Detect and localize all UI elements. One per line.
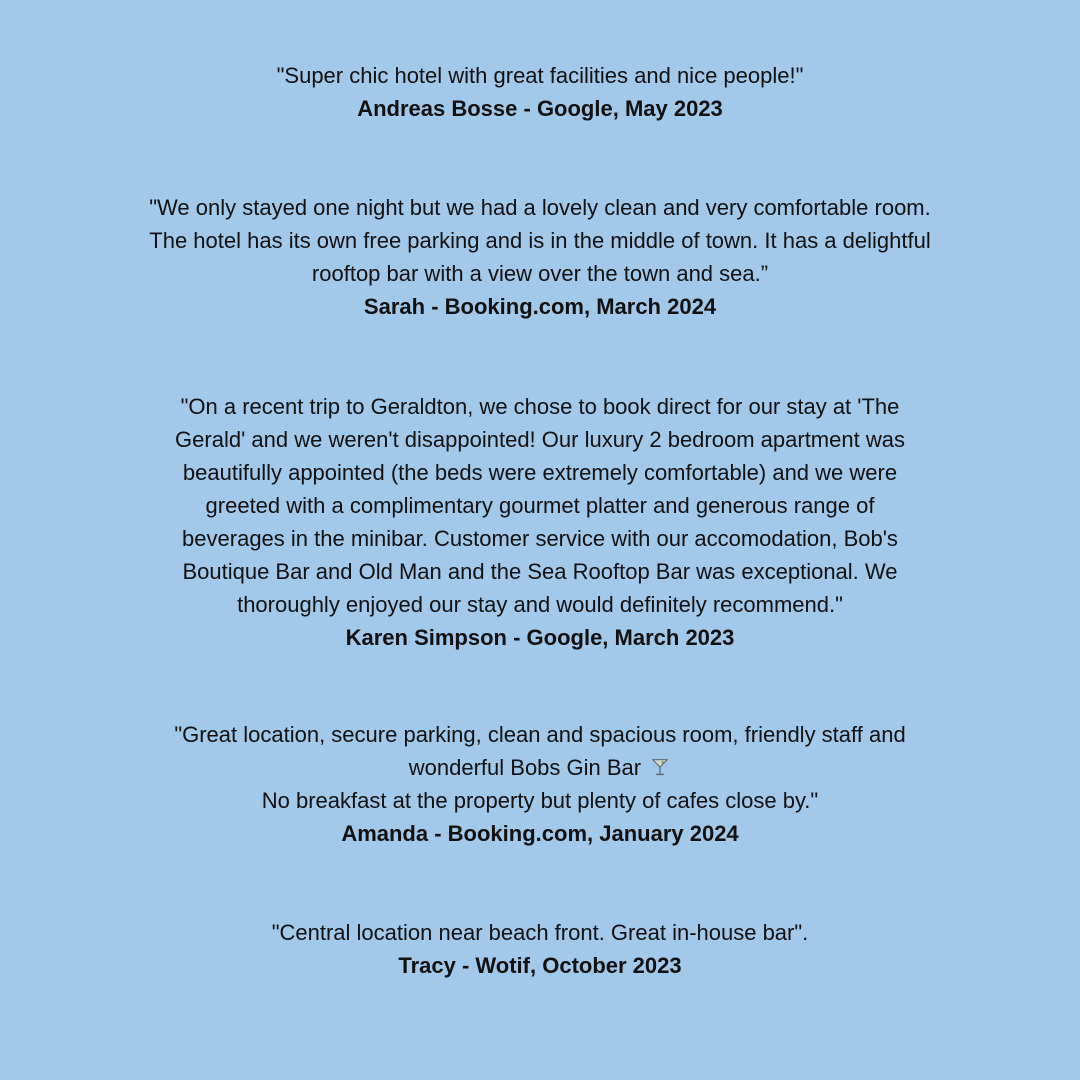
- review-attribution: [0, 290, 1080, 323]
- cocktail-glass-icon: [649, 756, 671, 778]
- review-quote-line: "We only stayed one night but we had a lovely clean and very comfortable room.: [149, 195, 931, 220]
- review-attribution: [0, 92, 1080, 125]
- attribution-separator: -: [517, 96, 537, 121]
- review-quote-line: "Super chic hotel with great facilities and nice people!": [276, 63, 804, 88]
- review-quote-line: rooftop bar with a view over the town and sea.”: [311, 261, 769, 286]
- review-source: Booking.com, January 2024: [447, 821, 739, 846]
- review-quote-line-with-icon: [0, 751, 1080, 784]
- attribution-separator: -: [506, 625, 527, 650]
- review-amanda: [0, 718, 1080, 850]
- review-quote-line: Boutique Bar and Old Man and the Sea Rooftop Bar was exceptional. We: [182, 559, 898, 584]
- review-tracy: [0, 916, 1080, 982]
- review-quote-line: "On a recent trip to Geraldton, we chose to book direct for our stay at 'The: [180, 394, 900, 419]
- review-quote-line: "Central location near beach front. Great in-house bar".: [271, 920, 809, 945]
- review-source: Google, May 2023: [536, 96, 723, 121]
- review-source: Booking.com, March 2024: [444, 294, 717, 319]
- review-source: Wotif, October 2023: [475, 953, 682, 978]
- attribution-separator: -: [428, 821, 448, 846]
- review-quote-line: greeted with a complimentary gourmet platter and generous range of: [205, 493, 875, 518]
- reviewer-name: Andreas Bosse: [357, 96, 518, 121]
- reviewer-name: Amanda: [341, 821, 429, 846]
- review-quote-line: No breakfast at the property but plenty of cafes close by.": [261, 788, 819, 813]
- reviewer-name: Sarah: [363, 294, 426, 319]
- review-quote-line: The hotel has its own free parking and is in the middle of town. It has a delightful: [149, 228, 931, 253]
- review-quote-line: thoroughly enjoyed our stay and would definitely recommend.": [237, 592, 843, 617]
- review-attribution: [0, 949, 1080, 982]
- review-source: Google, March 2023: [526, 625, 735, 650]
- review-karen-simpson: [0, 390, 1080, 654]
- attribution-separator: -: [425, 294, 445, 319]
- review-quote-line: beautifully appointed (the beds were extremely comfortable) and we were: [182, 460, 898, 485]
- review-quote-line: beverages in the minibar. Customer service with our accomodation, Bob's: [182, 526, 898, 551]
- review-quote-line: "Great location, secure parking, clean and spacious room, friendly staff and: [174, 722, 906, 747]
- reviewer-name: Tracy: [398, 953, 456, 978]
- review-quote-line: Gerald' and we weren't disappointed! Our luxury 2 bedroom apartment was: [175, 427, 905, 452]
- review-quote-text: wonderful Bobs Gin Bar: [408, 755, 642, 780]
- review-andreas-bosse: [0, 59, 1080, 125]
- reviewer-name: Karen Simpson: [345, 625, 507, 650]
- review-sarah: [0, 191, 1080, 323]
- review-attribution: [0, 621, 1080, 654]
- review-attribution: [0, 817, 1080, 850]
- attribution-separator: -: [455, 953, 476, 978]
